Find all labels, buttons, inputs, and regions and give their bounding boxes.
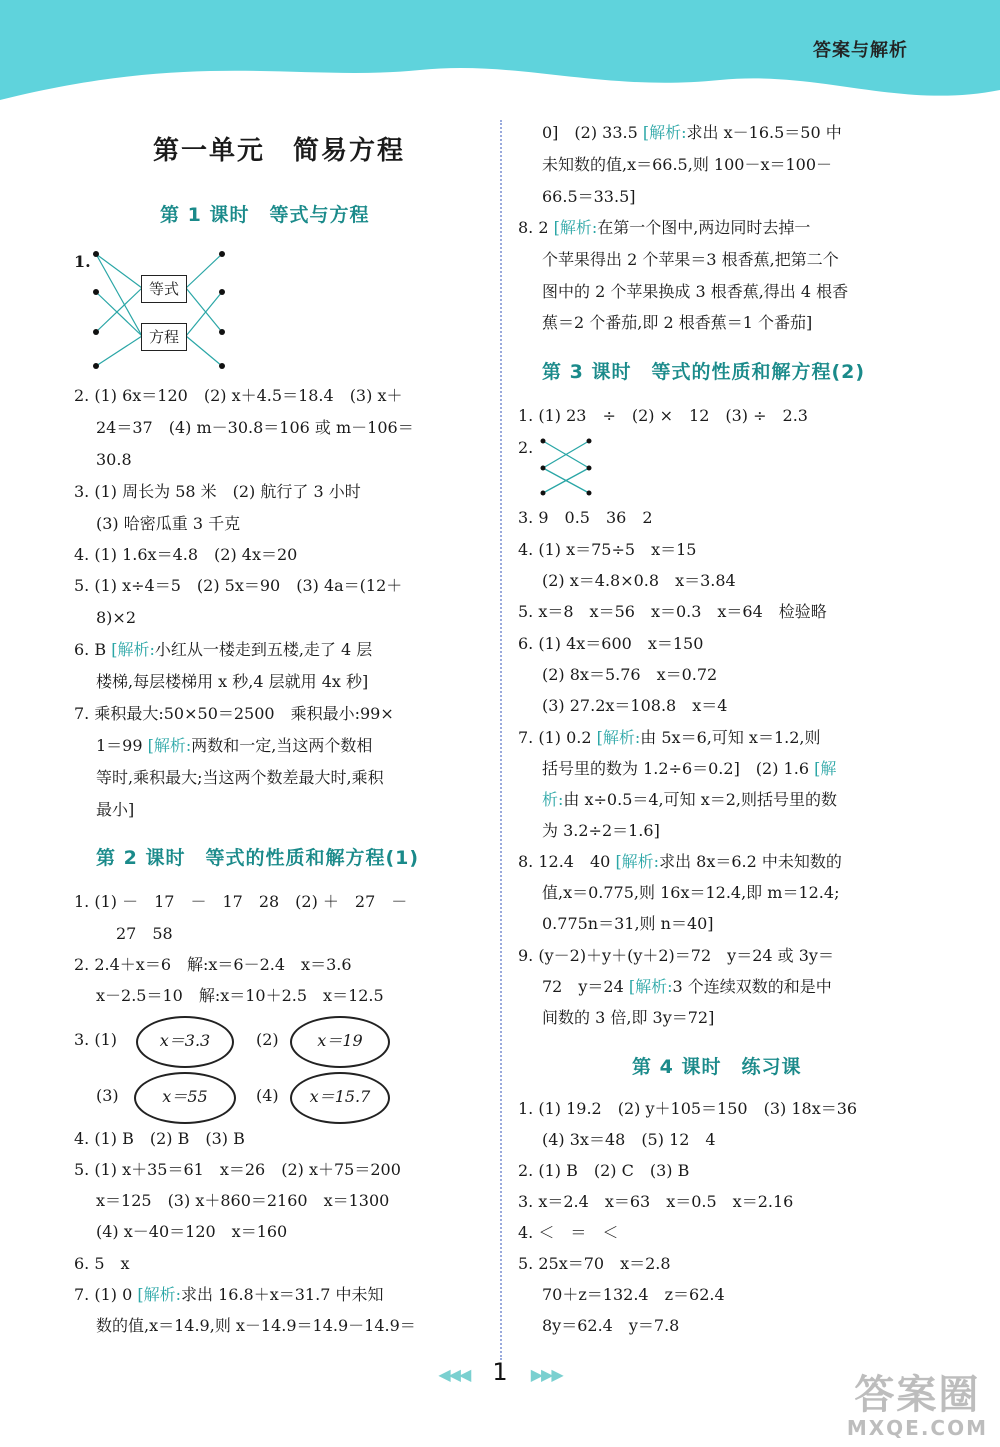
lesson-2-heading: 第 2 课时 等式的性质和解方程(1) bbox=[96, 847, 420, 869]
answer-c3: 3. 9 0.5 36 2 bbox=[518, 508, 653, 527]
answer-c7-line-2: 括号里的数为 1.2÷6＝0.2] (2) 1.6 [解 bbox=[542, 759, 837, 778]
answer-c9-line-2: 72 y＝24 [解析:3 个连续双数的和是中 bbox=[542, 977, 832, 996]
answer-b1-line-1: 1. (1) － 17 － 17 28 (2) ＋ 27 － bbox=[74, 892, 408, 911]
answer-1-label: 1. bbox=[74, 252, 91, 271]
analysis-tag: [解析: bbox=[111, 640, 155, 659]
answer-r1-line-2: 未知数的值,x＝66.5,则 100－x＝100－ bbox=[542, 155, 833, 174]
answer-c1: 1. (1) 23 ÷ (2) × 12 (3) ÷ 2.3 bbox=[518, 406, 808, 425]
answer-b3-label-2: (2) bbox=[256, 1030, 279, 1049]
answer-b5-line-1: 5. (1) x＋35＝61 x＝26 (2) x＋75＝200 bbox=[74, 1160, 401, 1179]
analysis-tag: [解析: bbox=[147, 736, 192, 755]
left-arrows-icon: ◀◀◀ bbox=[438, 1365, 470, 1384]
answer-r1-line-3: 66.5＝33.5] bbox=[542, 187, 636, 206]
answer-d1-line-2: (4) 3x＝48 (5) 12 4 bbox=[542, 1130, 716, 1149]
answer-c6-line-3: (3) 27.2x＝108.8 x＝4 bbox=[542, 696, 728, 715]
circled-answer-4: x＝15.7 bbox=[290, 1072, 390, 1124]
circled-answer-2: x＝19 bbox=[290, 1016, 390, 1068]
answer-2-line-1: 2. (1) 6x＝120 (2) x＋4.5＝18.4 (3) x＋ bbox=[74, 386, 403, 405]
answer-d5-line-3: 8y＝62.4 y＝7.8 bbox=[542, 1316, 680, 1335]
answer-3-line-2: (3) 哈密瓜重 3 千克 bbox=[96, 514, 241, 533]
crossing-lines-diagram bbox=[538, 436, 594, 498]
answer-b2-line-1: 2. 2.4＋x＝6 解:x＝6－2.4 x＝3.6 bbox=[74, 955, 352, 974]
answer-b6: 6. 5 x bbox=[74, 1254, 130, 1273]
answer-c9-line-1: 9. (y－2)＋y＋(y＋2)＝72 y＝24 或 3y＝ bbox=[518, 946, 834, 965]
answer-d2: 2. (1) B (2) C (3) B bbox=[518, 1161, 690, 1180]
answer-r8-line-3: 图中的 2 个苹果换成 3 根香蕉,得出 4 根香 bbox=[542, 282, 849, 301]
answer-d3: 3. x＝2.4 x＝63 x＝0.5 x＝2.16 bbox=[518, 1192, 794, 1211]
analysis-tag: 析: bbox=[542, 790, 564, 809]
matching-diagram bbox=[90, 244, 230, 374]
unit-title: 第一单元 简易方程 bbox=[152, 136, 405, 166]
column-divider bbox=[500, 120, 502, 1360]
answer-b1-line-2: 27 58 bbox=[116, 924, 173, 943]
answer-b5-line-2: x＝125 (3) x＋860＝2160 x＝1300 bbox=[96, 1191, 390, 1210]
answer-c5: 5. x＝8 x＝56 x＝0.3 x＝64 检验略 bbox=[518, 602, 827, 621]
answer-c6-line-1: 6. (1) 4x＝600 x＝150 bbox=[518, 634, 704, 653]
answer-c8-line-2: 值,x＝0.775,则 16x＝12.4,即 m＝12.4; bbox=[542, 883, 840, 902]
answer-c8-line-3: 0.775n＝31,则 n＝40] bbox=[542, 914, 714, 933]
answer-r1-line-1: 0] (2) 33.5 [解析:求出 x－16.5＝50 中 bbox=[542, 123, 842, 142]
answer-r8-line-2: 个苹果得出 2 个苹果＝3 根香蕉,把第二个 bbox=[542, 250, 839, 269]
answer-7-line-1: 7. 乘积最大:50×50＝2500 乘积最小:99× bbox=[74, 704, 394, 723]
answer-b3-label-4: (4) bbox=[256, 1086, 279, 1105]
analysis-tag: [解析: bbox=[628, 977, 673, 996]
analysis-tag: [解析: bbox=[137, 1285, 182, 1304]
answer-c7-line-4: 为 3.2÷2＝1.6] bbox=[542, 821, 660, 840]
diagram-box-equality: 等式 bbox=[141, 275, 187, 303]
watermark-logo: 答案圈 MXQE.COM bbox=[846, 1372, 988, 1440]
answer-4: 4. (1) 1.6x＝4.8 (2) 4x＝20 bbox=[74, 545, 298, 564]
circled-answer-3: x＝55 bbox=[134, 1072, 236, 1124]
answer-b3-label-3: (3) bbox=[96, 1086, 119, 1105]
answer-b7-line-1: 7. (1) 0 [解析:求出 16.8＋x＝31.7 中未知 bbox=[74, 1285, 384, 1304]
answer-5-line-1: 5. (1) x÷4＝5 (2) 5x＝90 (3) 4a＝(12＋ bbox=[74, 576, 403, 595]
answer-7-line-4: 最小] bbox=[96, 800, 135, 819]
answer-c7-line-1: 7. (1) 0.2 [解析:由 5x＝6,可知 x＝1.2,则 bbox=[518, 728, 821, 747]
analysis-tag: [解 bbox=[814, 759, 837, 778]
answer-d5-line-2: 70＋z＝132.4 z＝62.4 bbox=[542, 1285, 725, 1304]
answer-b2-line-2: x－2.5＝10 解:x＝10＋2.5 x＝12.5 bbox=[96, 986, 384, 1005]
lesson-3-heading: 第 3 课时 等式的性质和解方程(2) bbox=[542, 361, 866, 383]
lesson-4-heading: 第 4 课时 练习课 bbox=[632, 1056, 802, 1078]
answer-3-line-1: 3. (1) 周长为 58 米 (2) 航行了 3 小时 bbox=[74, 482, 361, 501]
answer-r8-line-4: 蕉＝2 个番茄,即 2 根香蕉＝1 个番茄] bbox=[542, 313, 813, 332]
analysis-tag: [解析: bbox=[642, 123, 687, 142]
header-title: 答案与解析 bbox=[813, 40, 908, 61]
answer-c7-line-3: 析:由 x÷0.5＝4,可知 x＝2,则括号里的数 bbox=[542, 790, 838, 809]
analysis-tag: [解析: bbox=[615, 852, 660, 871]
answer-7-line-2: 1＝99 [解析:两数和一定,当这两个数相 bbox=[96, 736, 373, 755]
answer-c2-label: 2. bbox=[518, 438, 534, 457]
answer-d4: 4. ＜ ＝ ＜ bbox=[518, 1223, 619, 1242]
answer-r8-line-1: 8. 2 [解析:在第一个图中,两边同时去掉一 bbox=[518, 218, 811, 237]
lesson-1-heading: 第 1 课时 等式与方程 bbox=[160, 204, 370, 226]
answer-b7-line-2: 数的值,x＝14.9,则 x－14.9＝14.9－14.9＝ bbox=[96, 1316, 416, 1335]
answer-c8-line-1: 8. 12.4 40 [解析:求出 8x＝6.2 中未知数的 bbox=[518, 852, 842, 871]
answer-c9-line-3: 间数的 3 倍,即 3y＝72] bbox=[542, 1008, 715, 1027]
answer-5-line-2: 8)×2 bbox=[96, 608, 137, 627]
answer-c6-line-2: (2) 8x＝5.76 x＝0.72 bbox=[542, 665, 718, 684]
answer-2-line-3: 30.8 bbox=[96, 450, 132, 469]
answer-2-line-2: 24＝37 (4) m－30.8＝106 或 m－106＝ bbox=[96, 418, 414, 437]
answer-b5-line-3: (4) x－40＝120 x＝160 bbox=[96, 1222, 288, 1241]
answer-6-line-2: 楼梯,每层楼梯用 x 秒,4 层就用 4x 秒] bbox=[96, 672, 369, 691]
answer-d5-line-1: 5. 25x＝70 x＝2.8 bbox=[518, 1254, 671, 1273]
analysis-tag: [解析: bbox=[553, 218, 598, 237]
answer-b3-label-1: 3. (1) bbox=[74, 1030, 118, 1049]
analysis-tag: [解析: bbox=[596, 728, 641, 747]
diagram-box-equation: 方程 bbox=[141, 323, 187, 351]
right-arrows-icon: ▶▶▶ bbox=[530, 1365, 562, 1384]
answer-c4-line-2: (2) x＝4.8×0.8 x＝3.84 bbox=[542, 571, 736, 590]
answer-c4-line-1: 4. (1) x＝75÷5 x＝15 bbox=[518, 540, 697, 559]
answer-6-line-1: 6. B [解析:小红从一楼走到五楼,走了 4 层 bbox=[74, 640, 373, 659]
answer-d1-line-1: 1. (1) 19.2 (2) y＋105＝150 (3) 18x＝36 bbox=[518, 1099, 858, 1118]
answer-b4: 4. (1) B (2) B (3) B bbox=[74, 1129, 245, 1148]
page-number: 1 bbox=[492, 1358, 508, 1386]
answer-7-line-3: 等时,乘积最大;当这两个数差最大时,乘积 bbox=[96, 768, 384, 787]
circled-answer-1: x＝3.3 bbox=[136, 1016, 234, 1068]
